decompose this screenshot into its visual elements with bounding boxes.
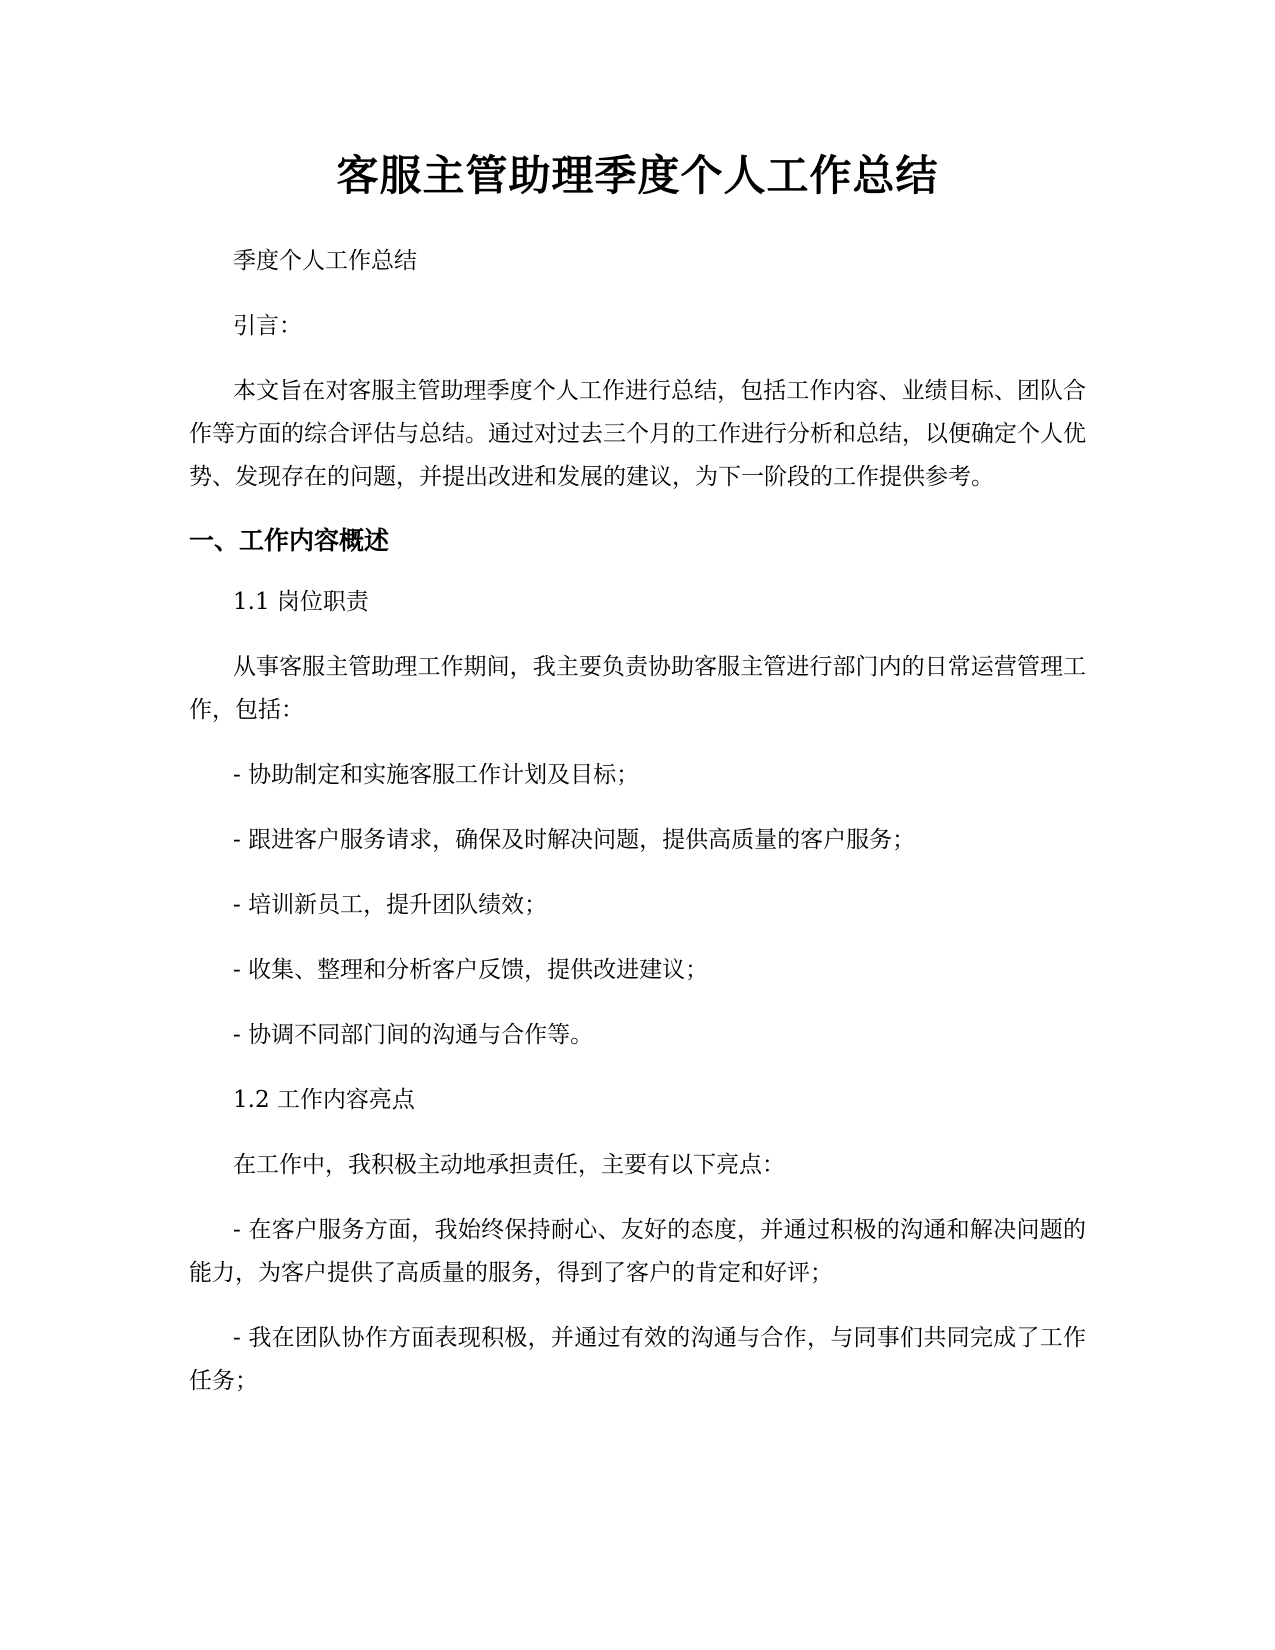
subsection-title-highlights: 1.2 工作内容亮点 [233, 1087, 415, 1113]
list-item-highlight: - 我在团队协作方面表现积极，并通过有效的沟通与合作，与同事们共同完成了工作任务； [189, 1325, 1086, 1394]
list-item-duty: - 协助制定和实施客服工作计划及目标； [233, 762, 640, 788]
paragraph-intro: 本文旨在对客服主管助理季度个人工作进行总结，包括工作内容、业绩目标、团队合作等方面的综合评估与总结。通过对过去三个月的工作进行分析和总结，以便确定个人优势、发现存在的问题，并提出改进和发展的建议，为下一阶段的工作提供参考。 [189, 378, 1086, 490]
list-item-duty: - 收集、整理和分析客户反馈，提供改进建议； [233, 957, 709, 983]
list-item-duty: - 培训新员工，提升团队绩效； [233, 892, 548, 918]
section-heading-work-overview: 一、工作内容概述 [189, 526, 390, 555]
paragraph-highlights-intro: 在工作中，我积极主动地承担责任，主要有以下亮点： [233, 1152, 785, 1178]
paragraph-intro-label: 引言： [233, 313, 302, 339]
document-title: 客服主管助理季度个人工作总结 [336, 151, 939, 200]
list-item-duty: - 协调不同部门间的沟通与合作等。 [233, 1022, 594, 1048]
list-item-highlight: - 在客户服务方面，我始终保持耐心、友好的态度，并通过积极的沟通和解决问题的能力，为客户提供了高质量的服务，得到了客户的肯定和好评； [189, 1217, 1086, 1286]
list-item-duty: - 跟进客户服务请求，确保及时解决问题，提供高质量的客户服务； [233, 827, 916, 853]
paragraph-subtitle: 季度个人工作总结 [233, 248, 417, 274]
document-body [189, 148, 1086, 1425]
paragraph-duties-intro: 从事客服主管助理工作期间，我主要负责协助客服主管进行部门内的日常运营管理工作，包括： [189, 654, 1086, 723]
subsection-title-duties: 1.1 岗位职责 [233, 589, 369, 615]
